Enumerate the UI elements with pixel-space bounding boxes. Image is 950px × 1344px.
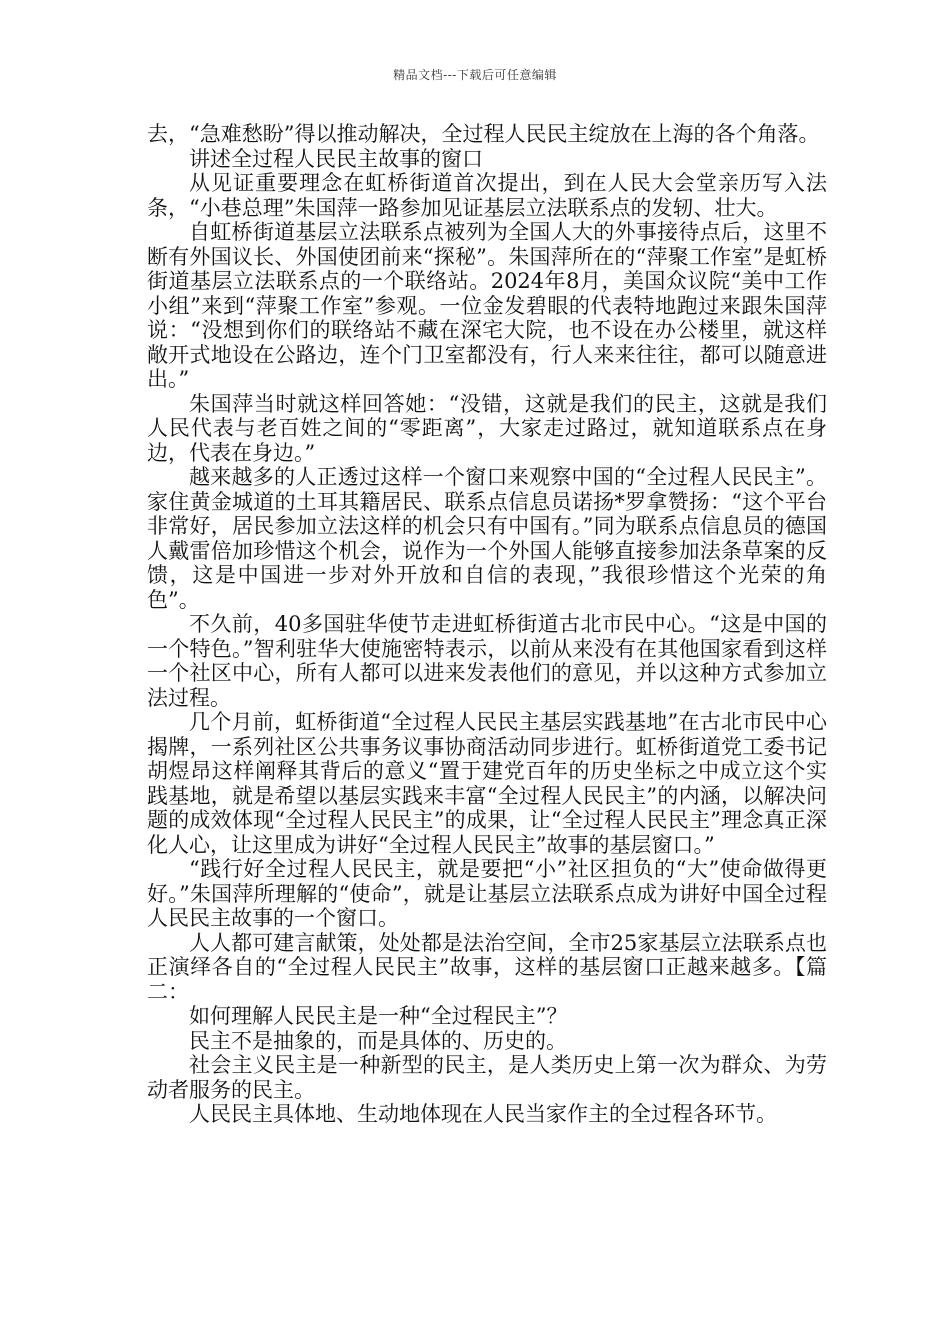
paragraph: 朱国萍当时就这样回答她：“没错，这就是我们的民主，这就是我们人民代表与老百姓之间的“零距离”，大家走过路过，就知道联系点在身边，代表在身边。” xyxy=(147,391,827,465)
paragraph: 人人都可建言献策，处处都是法治空间，全市25家基层立法联系点也正演绎各自的“全过程人民民主”故事，这样的基层窗口正越来越多。【篇二： xyxy=(147,930,827,1004)
paragraph: 自虹桥街道基层立法联系点被列为全国人大的外事接待点后，这里不断有外国议长、外国使团前来“探秘”。朱国萍所在的“萍聚工作室”是虹桥街道基层立法联系点的一个联络站。2024年8月，美国众议院“美中工作小组”来到“萍聚工作室”参观。一位金发碧眼的代表特地跑过来跟朱国萍说：“没想到你们的联络站不藏在深宅大院，也不设在办公楼里，就这样敞开式地设在公路边，连个门卫室都没有，行人来来往往，都可以随意进出。” xyxy=(147,220,827,391)
paragraph: 从见证重要理念在虹桥街道首次提出，到在人民大会堂亲历写入法条，“小巷总理”朱国萍一路参加见证基层立法联系点的发轫、壮大。 xyxy=(147,171,827,220)
paragraph: 民主不是抽象的，而是具体的、历史的。 xyxy=(189,1028,567,1053)
section-question: 如何理解人民民主是一种“全过程民主”？ xyxy=(189,1004,568,1028)
paragraph: 社会主义民主是一种新型的民主，是人类历史上第一次为群众、为劳动者服务的民主。 xyxy=(147,1053,827,1102)
section-heading: 讲述全过程人民民主故事的窗口 xyxy=(189,146,483,171)
paragraph: 人民民主具体地、生动地体现在人民当家作主的全过程各环节。 xyxy=(189,1102,777,1126)
paragraph-continuation: 去，“急难愁盼”得以推动解决，全过程人民民主绽放在上海的各个角落。 xyxy=(147,122,820,146)
page-header: 精品文档---下载后可任意编辑 xyxy=(393,68,557,82)
paragraph: 不久前，40多国驻华使节走进虹桥街道古北市民中心。“这是中国的一个特色。”智利驻华大使施密特表示，以前从来没有在其他国家看到这样一个社区中心，所有人都可以进来发表他们的意见，并以这种方式参加立法过程。 xyxy=(147,612,827,710)
paragraph: 越来越多的人正透过这样一个窗口来观察中国的“全过程人民民主”。家住黄金城道的土耳其籍居民、联系点信息员诺扬*罗拿赞扬：“这个平台非常好，居民参加立法这样的机会只有中国有。”同为联系点信息员的德国人戴雷倍加珍惜这个机会，说作为一个外国人能够直接参加法条草案的反馈，这是中国进一步对外开放和自信的表现，”我很珍惜这个光荣的角色”。 xyxy=(147,465,827,612)
paragraph: 几个月前，虹桥街道“全过程人民民主基层实践基地”在古北市民中心揭牌，一系列社区公共事务议事协商活动同步进行。虹桥街道党工委书记胡煜昂这样阐释其背后的意义“置于建党百年的历史坐标之中成立这个实践基地，就是希望以基层实践来丰富“全过程人民民主”的内涵，以解决问题的成效体现“全过程人民民主”的成果，让“全过程人民民主”理念真正深化人心，让这里成为讲好“全过程人民民主”故事的基层窗口。” xyxy=(147,710,827,857)
paragraph: “践行好全过程人民民主，就是要把“小”社区担负的“大”使命做得更好。”朱国萍所理解的“使命”，就是让基层立法联系点成为讲好中国全过程人民民主故事的一个窗口。 xyxy=(147,857,827,930)
document-body xyxy=(147,122,827,1127)
